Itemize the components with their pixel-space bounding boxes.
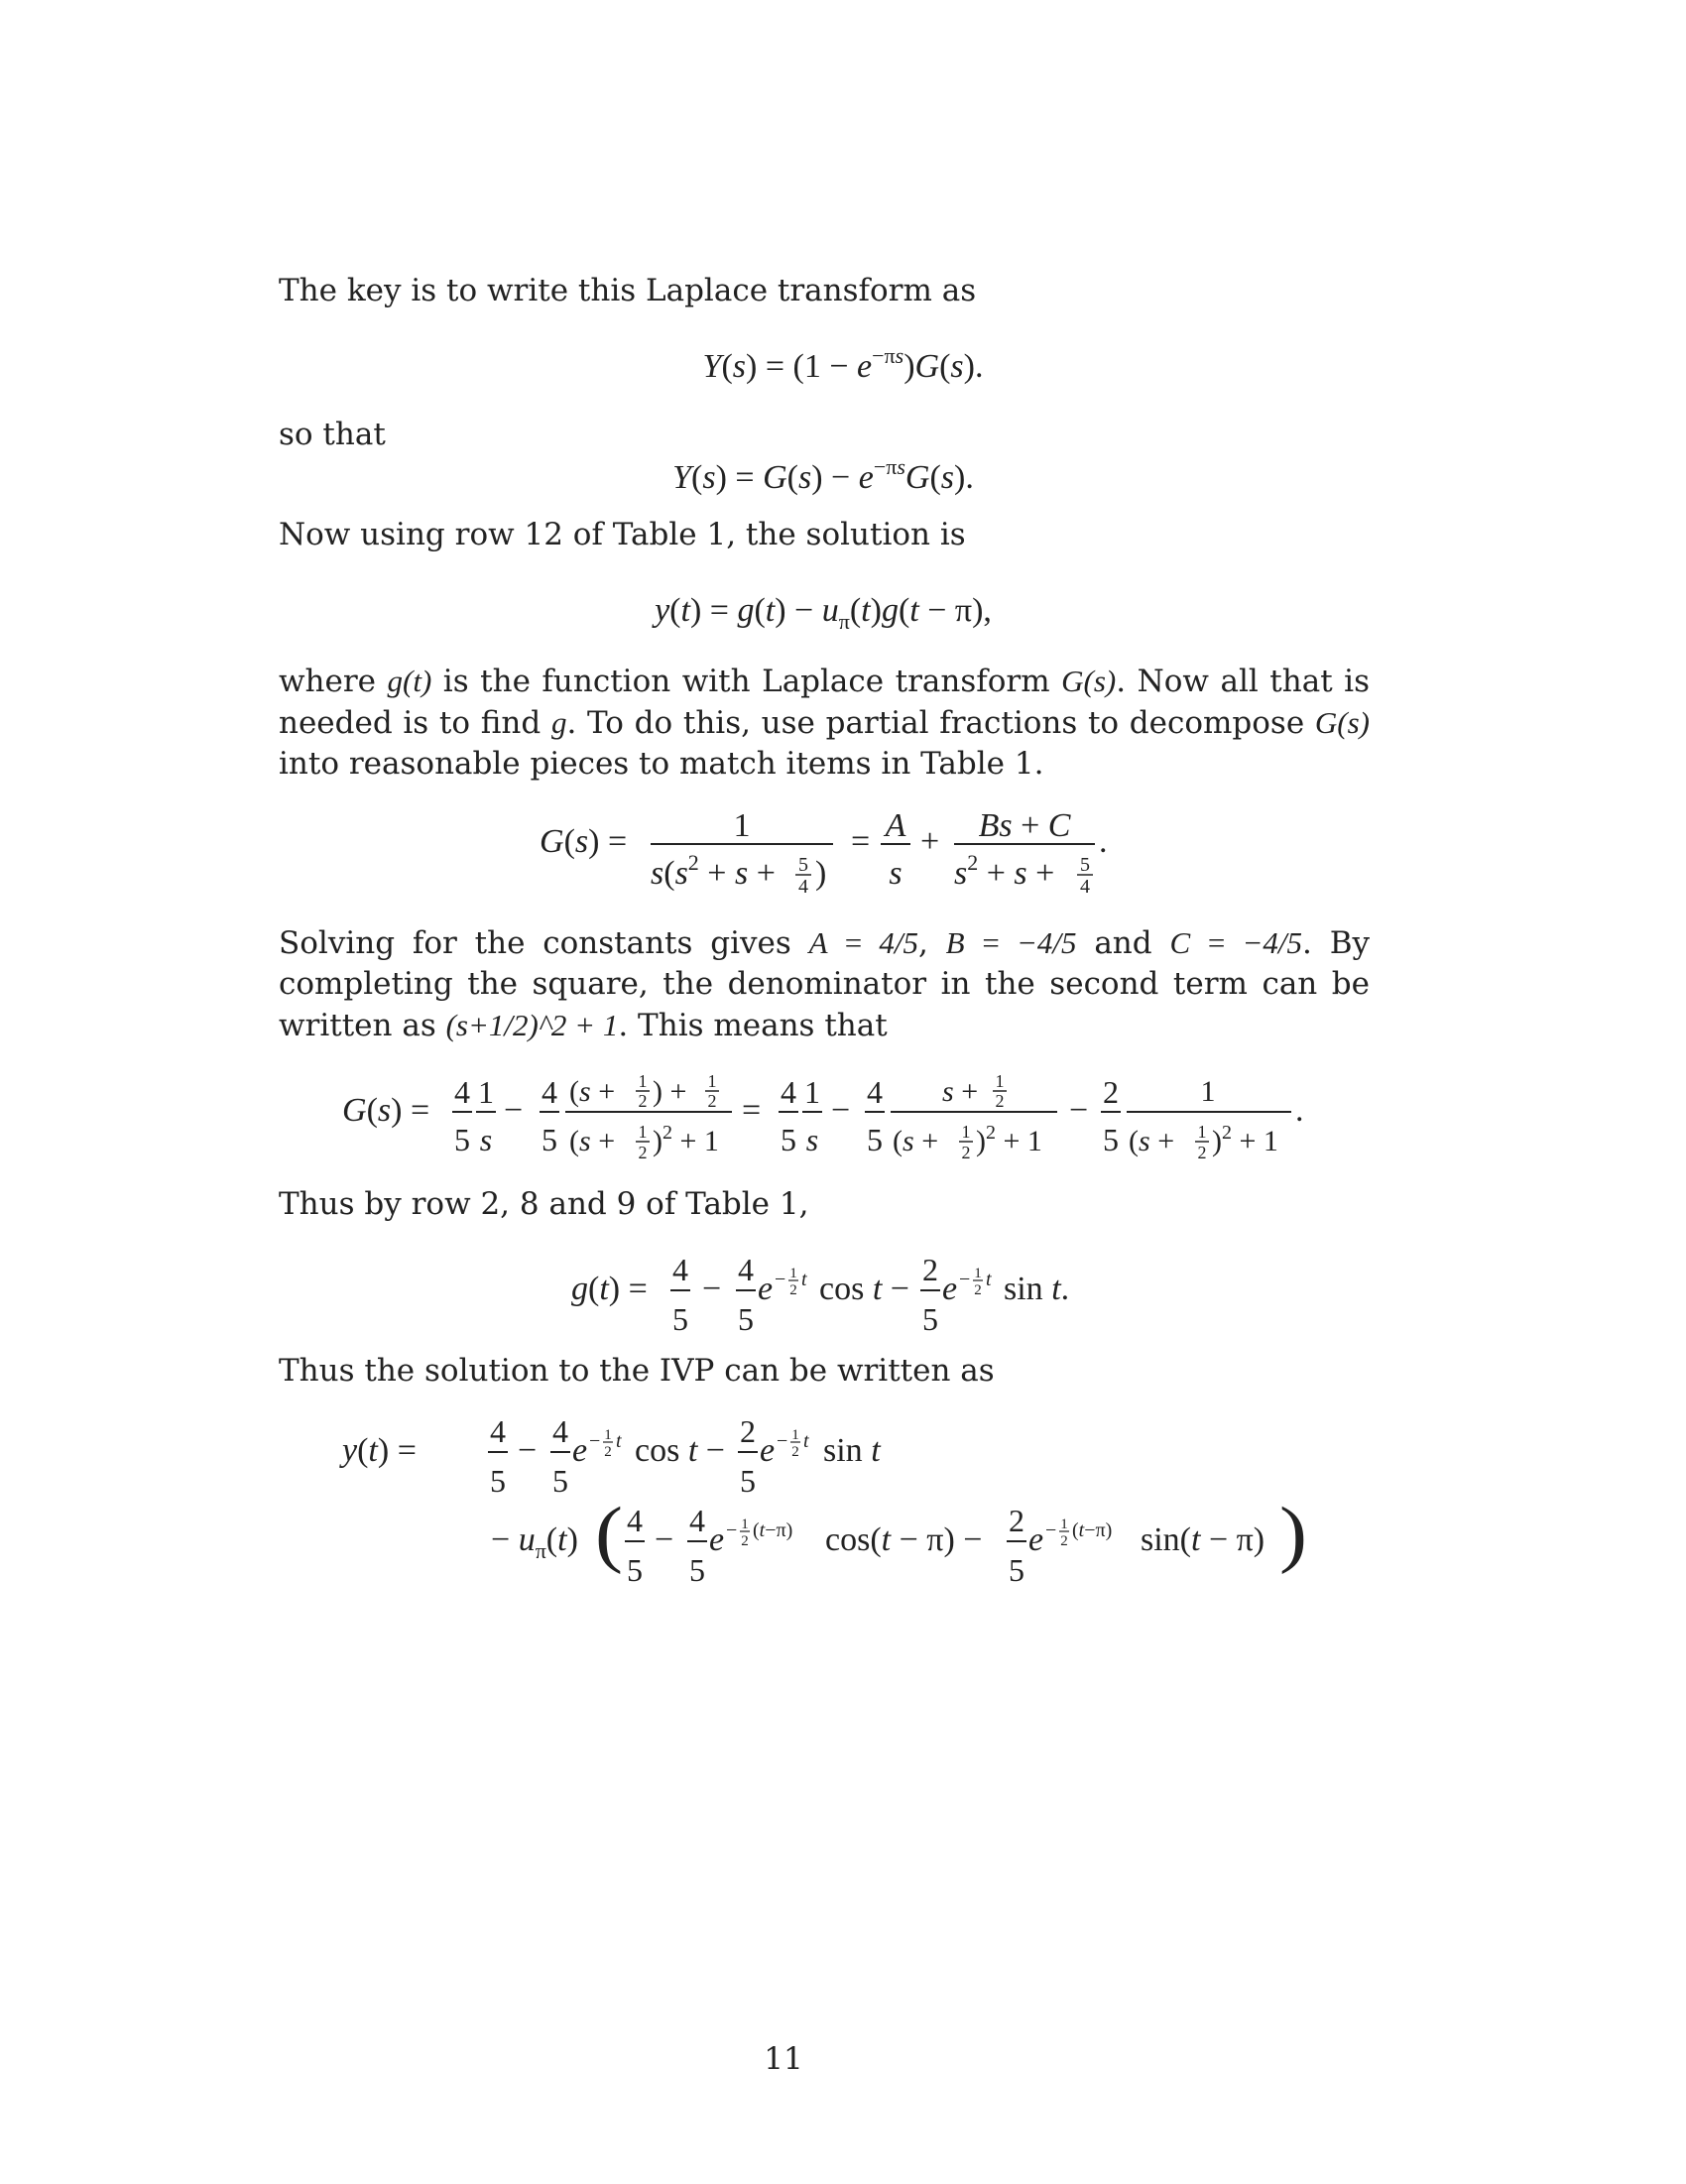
svg-text:4: 4 (738, 1252, 754, 1287)
paragraph-partial-fractions (279, 661, 1370, 785)
svg-text:−: − (959, 1269, 971, 1290)
svg-text:=: = (742, 1092, 762, 1129)
svg-text:(s +: (s + (1129, 1125, 1175, 1157)
svg-text:2: 2 (707, 1091, 717, 1111)
svg-text:2: 2 (1060, 1533, 1068, 1549)
inline-math-g-of-t: g(t) (387, 664, 432, 698)
svg-text:−: − (504, 1092, 524, 1129)
svg-text:−: − (726, 1519, 738, 1541)
svg-text:−: − (655, 1521, 674, 1558)
svg-text:−: − (831, 1092, 851, 1129)
svg-text:5: 5 (672, 1301, 688, 1337)
svg-text:5: 5 (689, 1552, 705, 1588)
inline-math-B: B = −4/5 (945, 925, 1077, 960)
svg-text:s: s (889, 855, 903, 892)
svg-text:1: 1 (789, 1266, 797, 1281)
svg-text:1: 1 (974, 1266, 982, 1281)
svg-text:1: 1 (638, 1071, 648, 1091)
svg-text:5: 5 (922, 1301, 938, 1337)
svg-text:1: 1 (733, 807, 751, 844)
svg-text:): ) (1279, 1492, 1307, 1576)
svg-text:t: t (801, 1269, 807, 1290)
svg-text:1: 1 (1200, 1075, 1216, 1108)
svg-text:s +: s + (942, 1075, 979, 1108)
equation-y-of-s-expanded (0, 451, 1686, 505)
svg-text:e: e (1028, 1521, 1044, 1558)
svg-text:1: 1 (707, 1071, 717, 1091)
svg-text:5: 5 (798, 854, 808, 876)
svg-text:− uπ(t): − $u_\pi(t)$ (491, 1521, 578, 1563)
svg-text:e: e (758, 1271, 774, 1307)
svg-text:−: − (518, 1432, 538, 1469)
svg-text:G(s) =: G(s) = (342, 1092, 430, 1129)
svg-text:1: 1 (791, 1427, 799, 1443)
svg-text:5: 5 (552, 1463, 568, 1499)
inline-math-G-of-s: G(s) (1314, 705, 1370, 740)
svg-text:4: 4 (798, 876, 808, 898)
svg-text:5: 5 (1080, 854, 1090, 876)
svg-text:s(s2 + s +: $s(s^2 + s$ + (651, 850, 776, 892)
svg-text:(t−π): (t−π) (753, 1519, 793, 1541)
svg-text:1: 1 (604, 1427, 612, 1443)
paragraph-ivp-solution: Thus the solution to the IVP can be written as (279, 1353, 995, 1389)
equation-1-render (0, 342, 1686, 392)
paragraph-constants: Solving for the constants gives A = 4/5, B = −4/5 and C = −4/5. By completing the square, the denominator in the second term can be written as (s+1/2)^2 + 1. This means that (279, 925, 1371, 1043)
inline-math-G-of-s: G(s) (1061, 664, 1117, 698)
svg-text:t: t (616, 1430, 622, 1452)
text-fragment: into reasonable pieces to match items in Table 1. (279, 746, 1044, 782)
svg-text:e: e (760, 1432, 776, 1469)
svg-text:cos t −: cos t − (819, 1271, 909, 1307)
svg-text:2: 2 (789, 1282, 797, 1298)
svg-text:5: 5 (781, 1122, 796, 1157)
text-fragment: . Now all that is needed is to find (279, 664, 1370, 741)
svg-text:(s +: (s + (569, 1075, 616, 1108)
text-fragment: is the function with Laplace transform (431, 664, 1062, 699)
svg-text:4: 4 (454, 1074, 470, 1110)
equation-6-render (0, 1248, 1686, 1347)
svg-text:cos(t − π) −: cos(t − π) − (825, 1521, 983, 1558)
svg-text:2: 2 (740, 1413, 756, 1449)
svg-text:2: 2 (604, 1444, 612, 1460)
svg-text:−: − (589, 1430, 601, 1452)
paragraph-intro: The key is to write this Laplace transform as (279, 273, 977, 308)
svg-text:sin(t − π): sin(t − π) (1141, 1521, 1265, 1558)
svg-text:) +: ) + (653, 1075, 687, 1108)
svg-text:t: t (803, 1430, 809, 1452)
svg-text:5: 5 (454, 1122, 470, 1157)
svg-text:2: 2 (1103, 1074, 1119, 1110)
equation-y-of-t-general (0, 585, 1686, 639)
svg-text:.: . (1295, 1092, 1304, 1129)
svg-text:2: 2 (741, 1533, 749, 1549)
inline-math-C: C = −4/5 (1169, 925, 1303, 960)
svg-text:4: 4 (672, 1252, 688, 1287)
svg-text:2: 2 (922, 1252, 938, 1287)
svg-text:5: 5 (740, 1463, 756, 1499)
text-fragment: and (1076, 925, 1170, 961)
svg-text:5: 5 (1103, 1122, 1119, 1157)
svg-text:t: t (986, 1269, 992, 1290)
svg-text:(: ( (595, 1492, 623, 1576)
equation-3-render (0, 585, 1686, 635)
svg-text:2: 2 (638, 1091, 648, 1111)
svg-text:sin t.: sin t. (1004, 1271, 1070, 1307)
svg-text:A: A (885, 807, 906, 844)
equation-2-render (0, 451, 1686, 501)
svg-text:)2 + 1: )$^2$ + 1 (976, 1122, 1042, 1157)
svg-text:4: 4 (627, 1503, 643, 1538)
svg-text:−: − (702, 1271, 722, 1307)
svg-text:4: 4 (552, 1413, 568, 1449)
equation-4-render (0, 801, 1686, 901)
svg-text:4: 4 (542, 1074, 557, 1110)
svg-text:1: 1 (995, 1071, 1005, 1091)
svg-text:): ) (815, 855, 827, 892)
svg-text:s2 + s +: $s^2 + s$ + (954, 850, 1055, 892)
svg-text:4: 4 (490, 1413, 506, 1449)
svg-text:5: 5 (1009, 1552, 1024, 1588)
svg-text:−: − (1045, 1519, 1057, 1541)
svg-text:5: 5 (490, 1463, 506, 1499)
equation-g-of-t (0, 1248, 1686, 1351)
svg-text:2: 2 (995, 1091, 1005, 1111)
svg-text:G(s) =: G(s) = (540, 823, 628, 860)
svg-text:−: − (777, 1430, 788, 1452)
text-fragment: Solving for the constants gives (279, 925, 809, 961)
svg-text:.: . (1099, 823, 1108, 860)
equation-5-render (0, 1063, 1686, 1172)
svg-text:(t−π): (t−π) (1072, 1519, 1113, 1541)
equation-partial-fractions (0, 801, 1686, 905)
svg-text:cos t −: cos t − (635, 1432, 725, 1469)
inline-math-completed-square: (s+1/2)^2 + 1 (445, 1008, 619, 1042)
svg-text:5: 5 (738, 1301, 754, 1337)
svg-text:4: 4 (689, 1503, 705, 1538)
svg-text:5: 5 (867, 1122, 883, 1157)
svg-text:s: s (805, 1122, 819, 1157)
equation-G-decomposed (0, 1063, 1686, 1176)
inline-math-g: g (550, 705, 567, 740)
svg-text:5: 5 (542, 1122, 557, 1157)
svg-text:1: 1 (961, 1122, 971, 1142)
text-fragment: where (279, 664, 388, 699)
svg-text:)2 + 1: )$^2$ + 1 (1212, 1122, 1278, 1157)
svg-text:−: − (775, 1269, 786, 1290)
svg-text:Y(s) = G(s) − e−πsG(s).: $Y(s) = G(s) - e^{-\pi s}G(s)$. (672, 454, 974, 496)
svg-text:=: = (851, 823, 871, 860)
svg-text:4: 4 (867, 1074, 883, 1110)
svg-text:1: 1 (741, 1517, 749, 1532)
page-number: 11 (764, 2041, 803, 2077)
text-fragment: . To do this, use partial fractions to decompose (566, 705, 1315, 741)
svg-text:1: 1 (1060, 1517, 1068, 1532)
svg-text:Y(s) = (1 − e−πs)G(s).: $Y(s) = (1 - e^{-\pi s})G(s)$. (702, 343, 984, 385)
svg-text:1: 1 (638, 1122, 648, 1142)
equation-7-render (0, 1406, 1686, 1590)
equation-y-of-s-factored (0, 342, 1686, 396)
svg-text:2: 2 (638, 1143, 648, 1162)
svg-text:1: 1 (804, 1074, 820, 1110)
svg-text:s: s (479, 1122, 493, 1157)
inline-math-A: A = 4/5 (808, 925, 918, 960)
svg-text:+: + (920, 823, 940, 860)
svg-text:)2 + 1: )$^2$ + 1 (653, 1122, 719, 1157)
svg-text:−: − (1069, 1092, 1089, 1129)
svg-text:Bs + C: Bs + C (978, 807, 1071, 844)
svg-text:2: 2 (1197, 1143, 1207, 1162)
equation-final-solution (0, 1406, 1686, 1594)
svg-text:e: e (709, 1521, 725, 1558)
svg-text:(s +: (s + (569, 1125, 616, 1157)
svg-text:4: 4 (1080, 876, 1090, 898)
paragraph-rows-2-8-9: Thus by row 2, 8 and 9 of Table 1, (279, 1186, 809, 1222)
paragraph-row-12: Now using row 12 of Table 1, the solution is (279, 517, 966, 552)
svg-text:2: 2 (961, 1143, 971, 1162)
svg-text:e: e (572, 1432, 588, 1469)
svg-text:sin t: sin t (823, 1432, 881, 1469)
text-fragment: . This means that (618, 1008, 888, 1043)
svg-text:5: 5 (627, 1552, 643, 1588)
svg-text:1: 1 (1197, 1122, 1207, 1142)
svg-text:(s +: (s + (893, 1125, 939, 1157)
paragraph-so-that: so that (279, 417, 386, 452)
svg-text:g(t) =: g(t) = (571, 1271, 648, 1307)
svg-text:e: e (942, 1271, 958, 1307)
text-fragment: . By completing the square, the denominator in the second term can be written as (279, 925, 1371, 1043)
svg-text:4: 4 (781, 1074, 796, 1110)
svg-text:2: 2 (1009, 1503, 1024, 1538)
svg-text:y(t) = g(t) − uπ(t)g(t − π),: $y(t) = g(t) - u_\pi(t)g(t - \pi)$, (655, 592, 992, 634)
svg-text:2: 2 (791, 1444, 799, 1460)
svg-text:1: 1 (478, 1074, 494, 1110)
svg-text:y(t) =: y(t) = (342, 1432, 417, 1469)
svg-text:2: 2 (974, 1282, 982, 1298)
